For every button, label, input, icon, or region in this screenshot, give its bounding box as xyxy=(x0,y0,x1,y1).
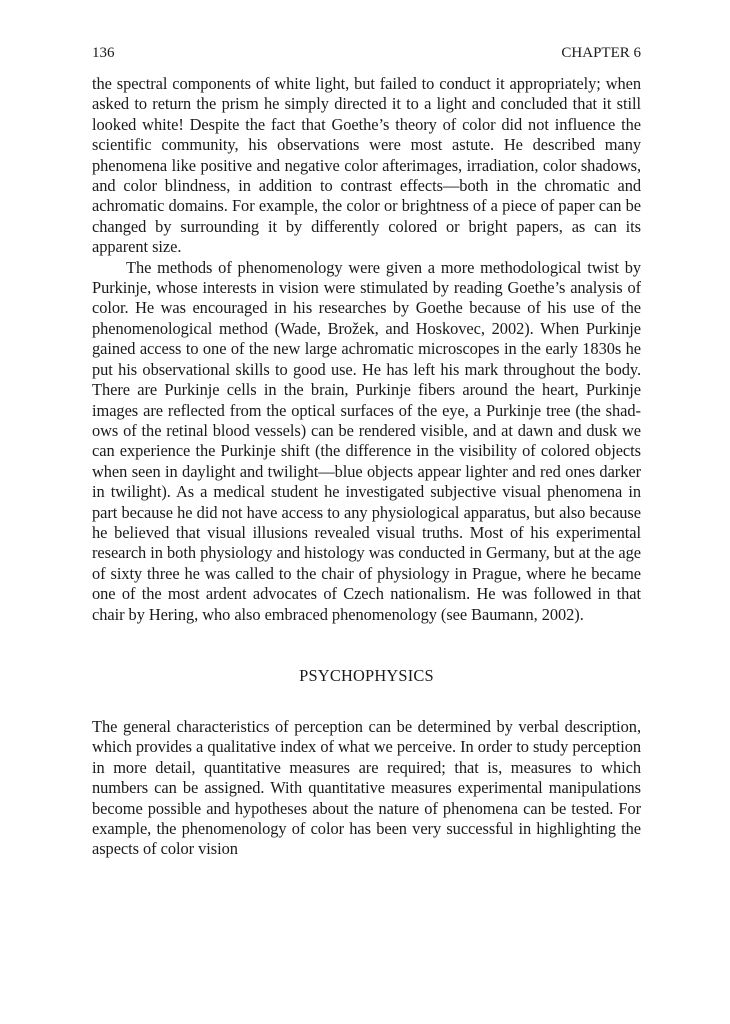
running-head xyxy=(92,44,641,74)
paragraph-psychophysics-intro: The general characteristics of perception can be determined by verbal description, which provides a qualitative index of what we perceive. In order to study perception in more detail, quantitative measures are required; that is, measures to which numbers can be assigned. With quantitative measures experimental manipulations become possible and hypotheses about the nature of phenomena can be tested. For example, the phenomenology of color has been very successful in highlighting the aspects of color vision xyxy=(92,716,641,859)
book-page xyxy=(92,44,641,860)
chapter-label: CHAPTER 6 xyxy=(561,45,641,61)
body-text xyxy=(92,74,641,860)
page-number: 136 xyxy=(92,45,115,61)
paragraph-goethe-continued: the spectral components of white light, but failed to conduct it appropriately; when asked to return the prism he simply directed it to a light and concluded that it still looked white! Despite the fact that Goethe’s theory of color did not influence the scientific community, his observations were most astute. He described many phenomena like positive and negative color afterimages, irradiation, color shadows, and color blindness, in addition to contrast effects—both in the chromatic and achromatic domains. For example, the color or brightness of a piece of paper can be changed by surrounding it by differently colored or bright papers, as can its apparent size. xyxy=(92,74,641,257)
paragraph-purkinje: The methods of phenomenology were given a more methodological twist by Purkinje, whose interests in vision were stimulated by reading Goethe’s analysis of color. He was encouraged in his researches by Goethe because of his use of the phenomenological method (Wade, Brožek, and Hoskovec, 2002). When Purkinje gained access to one of the new large achromatic microscopes in the early 1830s he put his observational skills to good use. He has left his mark throughout the body. There are Purkinje cells in the brain, Purkinje fibers around the heart, Purkinje images are reflected from the optical surfaces of the eye, a Purkinje tree (the shadows of the retinal blood vessels) can be rendered visible, and at dawn and dusk we can experience the Purkinje shift (the difference in the visibility of colored objects when seen in daylight and twilight—blue objects appear lighter and red ones darker in twilight). As a medical student he investigated subjective visual phenomena in part because he did not have access to any physiological apparatus, but also because he believed that visual illusions revealed visual truths. Most of his experimental research in both physiology and histology was conducted in Germany, but at the age of sixty three he was called to the chair of physiology in Prague, where he became one of the most ardent advocates of Czech nationalism. He was followed in that chair by Hering, who also embraced phenomenology (see Baumann, 2002). xyxy=(92,257,641,624)
section-heading-psychophysics: PSYCHOPHYSICS xyxy=(299,665,434,685)
